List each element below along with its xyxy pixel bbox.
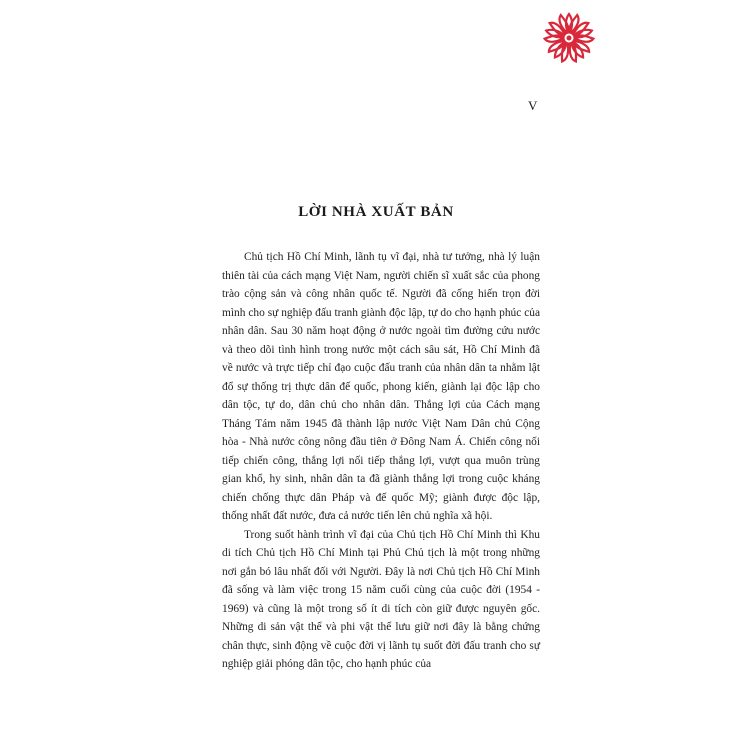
- page-title: LỜI NHÀ XUẤT BẢN: [298, 204, 454, 220]
- page-number: V: [528, 98, 538, 113]
- paragraph: Trong suốt hành trình vĩ đại của Chủ tịch Hồ Chí Minh thì Khu di tích Chủ tịch Hồ Chí Minh tại Phủ Chủ tịch là một trong những nơi gắn bó lâu nhất đối với Người. Đây là nơi Chủ tịch Hồ Chí Minh đã sống và làm việc trong 15 năm cuối cùng của cuộc đời (1954 - 1969) và cũng là một trong số ít di tích còn giữ được nguyên gốc. Những di sản vật thể và phi vật thể lưu giữ nơi đây là bằng chứng chân thực, sinh động về cuộc đời vị lãnh tụ suốt đời đấu tranh cho sự nghiệp giải phóng dân tộc, cho hạnh phúc của: [222, 528, 540, 670]
- paragraph: Chủ tịch Hồ Chí Minh, lãnh tụ vĩ đại, nhà tư tưởng, nhà lý luận thiên tài của cách mạng Việt Nam, người chiến sĩ xuất sắc của phong trào cộng sản và công nhân quốc tế. Người đã cống hiến trọn đời mình cho sự nghiệp đấu tranh giành độc lập, tự do cho hạnh phúc của nhân dân. Sau 30 năm hoạt động ở nước ngoài tìm đường cứu nước và theo dõi tình hình trong nước một cách sâu sát, Hồ Chí Minh đã về nước và trực tiếp chỉ đạo cuộc đấu tranh của nhân dân ta nhằm lật đổ sự thống trị thực dân đế quốc, phong kiến, giành lại độc lập cho dân tộc, tự do, dân chủ cho nhân dân. Thắng lợi của Cách mạng Tháng Tám năm 1945 đã thành lập nước Việt Nam Dân chủ Cộng hòa - Nhà nước công nông đầu tiên ở Đông Nam Á. Chiến công nối tiếp chiến công, thắng lợi nối tiếp thắng lợi, vượt qua muôn trùng gian khổ, hy sinh, nhân dân ta đã giành thắng lợi trong cuộc kháng chiến chống thực dân Pháp và đế quốc Mỹ; giành được độc lập, thống nhất đất nước, đưa cả nước tiến lên chủ nghĩa xã hội.: [222, 251, 540, 522]
- body-text: [222, 248, 540, 674]
- publisher-star-logo-icon: [543, 12, 595, 64]
